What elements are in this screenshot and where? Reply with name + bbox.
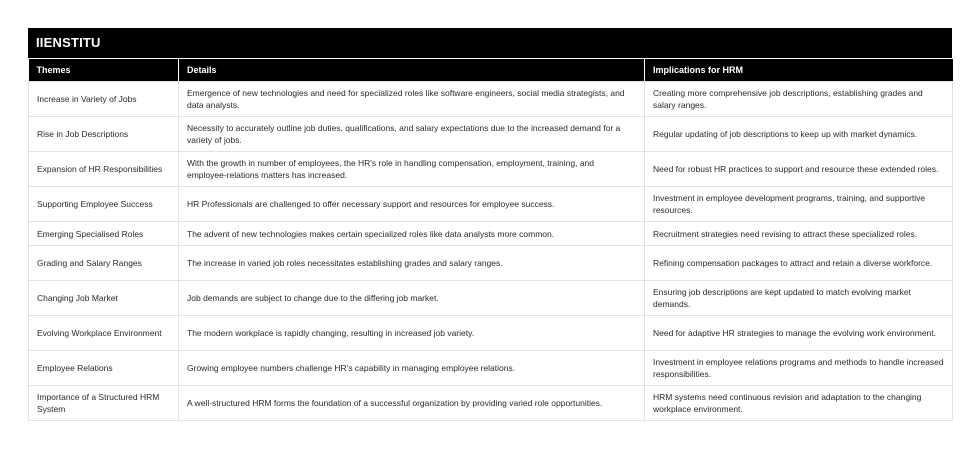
cell-details: The increase in varied job roles necessitates establishing grades and salary ranges. (179, 246, 645, 281)
cell-implications: HRM systems need continuous revision and adaptation to the changing workplace environment. (645, 386, 953, 421)
cell-details: Job demands are subject to change due to the differing job market. (179, 281, 645, 316)
cell-implications: Regular updating of job descriptions to keep up with market dynamics. (645, 117, 953, 152)
brand-header: IIENSTITU (28, 28, 952, 59)
cell-theme: Changing Job Market (29, 281, 179, 316)
cell-theme: Evolving Workplace Environment (29, 316, 179, 351)
cell-details: A well-structured HRM forms the foundation of a successful organization by providing varied role opportunities. (179, 386, 645, 421)
cell-theme: Supporting Employee Success (29, 187, 179, 222)
cell-theme: Expansion of HR Responsibilities (29, 152, 179, 187)
cell-implications: Investment in employee development programs, training, and supportive resources. (645, 187, 953, 222)
table-row (29, 281, 953, 316)
table-row (29, 351, 953, 386)
table-row (29, 246, 953, 281)
cell-implications: Refining compensation packages to attract and retain a diverse workforce. (645, 246, 953, 281)
table-row (29, 316, 953, 351)
cell-details: HR Professionals are challenged to offer necessary support and resources for employee success. (179, 187, 645, 222)
cell-implications: Creating more comprehensive job descriptions, establishing grades and salary ranges. (645, 82, 953, 117)
cell-theme: Importance of a Structured HRM System (29, 386, 179, 421)
cell-details: Necessity to accurately outline job duties, qualifications, and salary expectations due to the increased demand for a variety of jobs. (179, 117, 645, 152)
cell-details: With the growth in number of employees, the HR's role in handling compensation, employment, training, and employee-relations matters has increased. (179, 152, 645, 187)
cell-details: The advent of new technologies makes certain specialized roles like data analysts more common. (179, 222, 645, 246)
table-row (29, 187, 953, 222)
table-header-row (29, 59, 953, 82)
cell-details: Emergence of new technologies and need for specialized roles like software engineers, social media strategists, and data analysts. (179, 82, 645, 117)
header-details: Details (179, 59, 645, 82)
cell-theme: Rise in Job Descriptions (29, 117, 179, 152)
table-row (29, 82, 953, 117)
cell-implications: Investment in employee relations programs and methods to handle increased responsibilities. (645, 351, 953, 386)
table-row (29, 117, 953, 152)
cell-details: Growing employee numbers challenge HR's capability in managing employee relations. (179, 351, 645, 386)
cell-implications: Need for adaptive HR strategies to manage the evolving work environment. (645, 316, 953, 351)
cell-theme: Increase in Variety of Jobs (29, 82, 179, 117)
header-implications: Implications for HRM (645, 59, 953, 82)
cell-implications: Need for robust HR practices to support and resource these extended roles. (645, 152, 953, 187)
table-container (28, 28, 952, 421)
cell-theme: Grading and Salary Ranges (29, 246, 179, 281)
cell-details: The modern workplace is rapidly changing, resulting in increased job variety. (179, 316, 645, 351)
cell-implications: Recruitment strategies need revising to attract these specialized roles. (645, 222, 953, 246)
table-row (29, 152, 953, 187)
header-themes: Themes (29, 59, 179, 82)
hrm-themes-table (28, 59, 953, 421)
table-row (29, 386, 953, 421)
cell-theme: Employee Relations (29, 351, 179, 386)
cell-theme: Emerging Specialised Roles (29, 222, 179, 246)
cell-implications: Ensuring job descriptions are kept updated to match evolving market demands. (645, 281, 953, 316)
table-row (29, 222, 953, 246)
